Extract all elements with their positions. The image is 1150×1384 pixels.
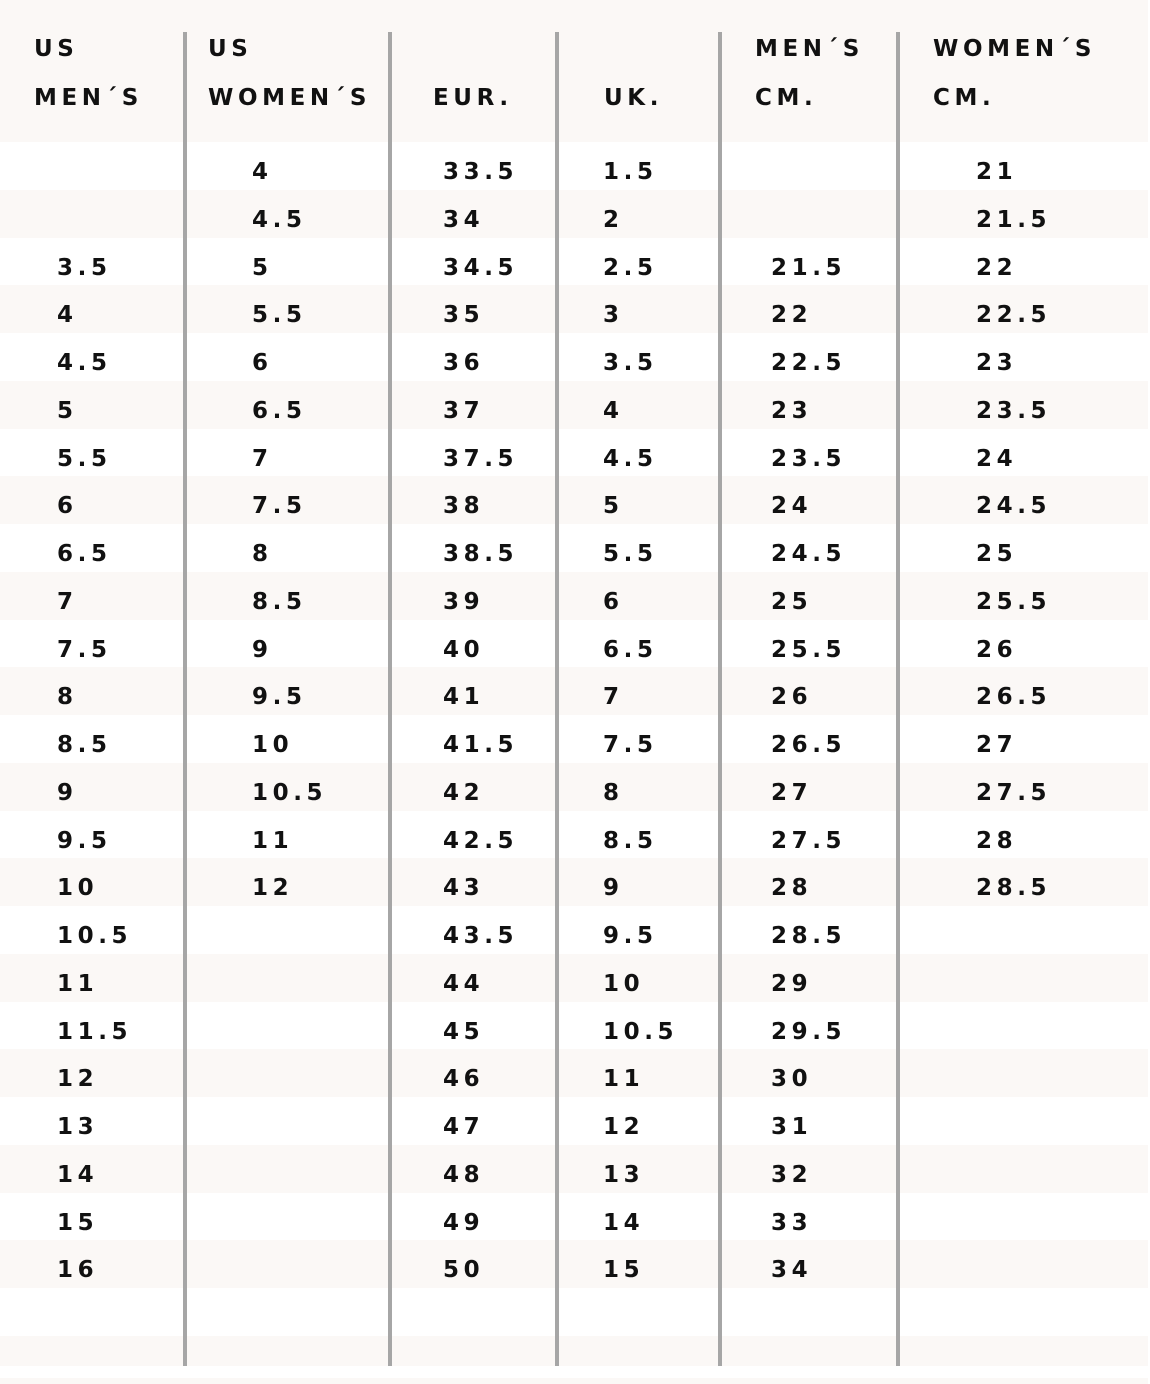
table-cell-eur: 48 xyxy=(443,1161,485,1188)
table-cell-eur: 33.5 xyxy=(443,159,519,185)
table-cell-us-womens: 7 xyxy=(252,445,273,472)
table-cell-eur: 50 xyxy=(443,1257,485,1284)
header-line: US xyxy=(208,36,253,62)
column-divider xyxy=(555,32,559,1366)
table-cell-us-womens: 5.5 xyxy=(252,302,307,329)
header-line: UK. xyxy=(604,85,664,111)
table-cell-us-mens: 8 xyxy=(57,684,78,711)
table-cell-womens-cm: 21 xyxy=(976,159,1018,185)
table-cell-eur: 38 xyxy=(443,493,485,520)
table-cell-us-mens: 12 xyxy=(57,1066,99,1093)
row-stripe xyxy=(0,1145,1148,1193)
table-cell-mens-cm: 25.5 xyxy=(771,636,847,663)
row-stripe xyxy=(0,1002,1148,1050)
header-line: EUR. xyxy=(433,85,513,111)
table-cell-uk: 3.5 xyxy=(603,350,658,376)
header-us-mens xyxy=(34,25,143,123)
header-womens-cm xyxy=(933,25,1096,123)
table-cell-eur: 47 xyxy=(443,1114,485,1140)
column-divider xyxy=(183,32,187,1366)
table-cell-mens-cm: 22 xyxy=(771,302,813,329)
table-cell-uk: 10 xyxy=(603,970,645,997)
table-cell-mens-cm: 24 xyxy=(771,493,813,520)
table-cell-eur: 36 xyxy=(443,350,485,376)
table-cell-uk: 8.5 xyxy=(603,827,658,854)
table-cell-uk: 11 xyxy=(603,1066,645,1093)
table-cell-mens-cm: 29 xyxy=(771,970,813,997)
header-line: US xyxy=(34,36,79,62)
header-line: MEN´S xyxy=(34,85,143,111)
table-cell-womens-cm: 24.5 xyxy=(976,493,1052,520)
table-cell-us-womens: 8 xyxy=(252,541,273,567)
table-cell-uk: 6.5 xyxy=(603,636,658,663)
header-line: WOMEN´S xyxy=(933,36,1097,62)
table-cell-us-womens: 10.5 xyxy=(252,779,328,806)
table-cell-mens-cm: 25 xyxy=(771,588,813,615)
table-cell-womens-cm: 26.5 xyxy=(976,684,1052,711)
table-cell-us-mens: 10.5 xyxy=(57,923,133,949)
table-cell-womens-cm: 23.5 xyxy=(976,397,1052,424)
table-cell-eur: 43 xyxy=(443,875,485,902)
row-stripe xyxy=(0,1097,1148,1145)
table-cell-us-mens: 6.5 xyxy=(57,541,112,567)
row-stripe xyxy=(0,1049,1148,1097)
table-cell-us-womens: 8.5 xyxy=(252,588,307,615)
table-cell-us-womens: 7.5 xyxy=(252,493,307,520)
table-cell-uk: 12 xyxy=(603,1114,645,1140)
table-cell-womens-cm: 23 xyxy=(976,350,1018,376)
table-cell-uk: 9.5 xyxy=(603,923,658,949)
column-divider xyxy=(896,32,900,1366)
table-cell-uk: 2 xyxy=(603,206,624,233)
table-cell-uk: 13 xyxy=(603,1161,645,1188)
table-cell-us-mens: 5 xyxy=(57,397,78,424)
header-line xyxy=(604,25,663,74)
table-cell-mens-cm: 30 xyxy=(771,1066,813,1093)
table-cell-eur: 35 xyxy=(443,302,485,329)
table-cell-us-mens: 15 xyxy=(57,1209,99,1236)
table-cell-uk: 8 xyxy=(603,779,624,806)
table-cell-us-womens: 6.5 xyxy=(252,397,307,424)
table-cell-eur: 34.5 xyxy=(443,254,519,281)
table-cell-us-womens: 10 xyxy=(252,732,294,758)
header-line: CM. xyxy=(933,85,996,111)
table-cell-mens-cm: 33 xyxy=(771,1209,813,1236)
table-cell-us-mens: 5.5 xyxy=(57,445,112,472)
table-cell-mens-cm: 32 xyxy=(771,1161,813,1188)
table-cell-eur: 40 xyxy=(443,636,485,663)
table-cell-us-mens: 11 xyxy=(57,970,99,997)
table-cell-us-mens: 14 xyxy=(57,1161,99,1188)
header-line: WOMEN´S xyxy=(208,85,372,111)
column-divider xyxy=(718,32,722,1366)
header-mens-cm xyxy=(755,25,864,123)
table-cell-uk: 3 xyxy=(603,302,624,329)
table-cell-us-mens: 11.5 xyxy=(57,1018,133,1045)
table-cell-us-womens: 11 xyxy=(252,827,294,854)
table-cell-uk: 4 xyxy=(603,397,624,424)
table-cell-us-mens: 4 xyxy=(57,302,78,329)
table-cell-uk: 9 xyxy=(603,875,624,902)
table-cell-mens-cm: 31 xyxy=(771,1114,813,1140)
table-cell-uk: 2.5 xyxy=(603,254,658,281)
table-cell-uk: 7.5 xyxy=(603,732,658,758)
table-cell-us-mens: 13 xyxy=(57,1114,99,1140)
table-cell-us-womens: 9 xyxy=(252,636,273,663)
table-cell-eur: 34 xyxy=(443,206,485,233)
header-uk xyxy=(604,25,663,123)
row-stripe xyxy=(0,1288,1148,1336)
table-cell-eur: 43.5 xyxy=(443,923,519,949)
table-cell-eur: 37.5 xyxy=(443,445,519,472)
table-cell-eur: 45 xyxy=(443,1018,485,1045)
table-cell-us-womens: 9.5 xyxy=(252,684,307,711)
row-stripe xyxy=(0,1193,1148,1241)
table-cell-us-mens: 7 xyxy=(57,588,78,615)
table-cell-mens-cm: 23 xyxy=(771,397,813,424)
table-cell-us-womens: 6 xyxy=(252,350,273,376)
table-cell-womens-cm: 22 xyxy=(976,254,1018,281)
row-stripe xyxy=(0,906,1148,954)
table-cell-uk: 4.5 xyxy=(603,445,658,472)
table-cell-eur: 42.5 xyxy=(443,827,519,854)
table-cell-eur: 49 xyxy=(443,1209,485,1236)
table-cell-eur: 38.5 xyxy=(443,541,519,567)
table-cell-mens-cm: 26.5 xyxy=(771,732,847,758)
table-cell-us-mens: 6 xyxy=(57,493,78,520)
table-cell-us-mens: 9.5 xyxy=(57,827,112,854)
header-us-womens xyxy=(208,25,371,123)
table-cell-mens-cm: 29.5 xyxy=(771,1018,847,1045)
table-cell-eur: 39 xyxy=(443,588,485,615)
table-cell-us-mens: 8.5 xyxy=(57,732,112,758)
table-cell-us-mens: 9 xyxy=(57,779,78,806)
header-line: MEN´S xyxy=(755,36,864,62)
table-cell-us-womens: 4 xyxy=(252,159,273,185)
table-cell-eur: 42 xyxy=(443,779,485,806)
table-cell-uk: 5 xyxy=(603,493,624,520)
table-cell-eur: 37 xyxy=(443,397,485,424)
table-cell-uk: 15 xyxy=(603,1257,645,1284)
table-cell-us-mens: 7.5 xyxy=(57,636,112,663)
table-cell-mens-cm: 22.5 xyxy=(771,350,847,376)
table-cell-us-mens: 16 xyxy=(57,1257,99,1284)
table-cell-uk: 1.5 xyxy=(603,159,658,185)
header-line: CM. xyxy=(755,85,818,111)
row-stripe xyxy=(0,954,1148,1002)
row-stripe xyxy=(0,1240,1148,1288)
table-cell-eur: 41 xyxy=(443,684,485,711)
table-cell-womens-cm: 25.5 xyxy=(976,588,1052,615)
table-cell-mens-cm: 27.5 xyxy=(771,827,847,854)
table-cell-womens-cm: 27.5 xyxy=(976,779,1052,806)
table-cell-mens-cm: 28 xyxy=(771,875,813,902)
table-cell-eur: 44 xyxy=(443,970,485,997)
header-eur xyxy=(433,25,513,123)
table-cell-mens-cm: 24.5 xyxy=(771,541,847,567)
table-cell-uk: 5.5 xyxy=(603,541,658,567)
header-line xyxy=(433,25,513,74)
table-cell-us-mens: 4.5 xyxy=(57,350,112,376)
table-cell-mens-cm: 28.5 xyxy=(771,923,847,949)
table-cell-womens-cm: 26 xyxy=(976,636,1018,663)
table-cell-eur: 41.5 xyxy=(443,732,519,758)
table-cell-mens-cm: 34 xyxy=(771,1257,813,1284)
table-cell-us-mens: 10 xyxy=(57,875,99,902)
table-cell-uk: 7 xyxy=(603,684,624,711)
table-cell-mens-cm: 21.5 xyxy=(771,254,847,281)
table-cell-us-womens: 5 xyxy=(252,254,273,281)
table-cell-eur: 46 xyxy=(443,1066,485,1093)
table-cell-womens-cm: 24 xyxy=(976,445,1018,472)
table-cell-womens-cm: 28 xyxy=(976,827,1018,854)
table-cell-us-mens: 3.5 xyxy=(57,254,112,281)
table-cell-womens-cm: 21.5 xyxy=(976,206,1052,233)
table-cell-mens-cm: 23.5 xyxy=(771,445,847,472)
table-cell-mens-cm: 27 xyxy=(771,779,813,806)
table-cell-womens-cm: 28.5 xyxy=(976,875,1052,902)
table-cell-womens-cm: 25 xyxy=(976,541,1018,567)
page-bottom-edge xyxy=(0,1366,1150,1378)
table-cell-womens-cm: 22.5 xyxy=(976,302,1052,329)
table-cell-uk: 14 xyxy=(603,1209,645,1236)
table-cell-mens-cm: 26 xyxy=(771,684,813,711)
column-divider xyxy=(388,32,392,1366)
table-cell-us-womens: 4.5 xyxy=(252,206,307,233)
table-cell-uk: 6 xyxy=(603,588,624,615)
table-cell-uk: 10.5 xyxy=(603,1018,679,1045)
table-cell-womens-cm: 27 xyxy=(976,732,1018,758)
table-cell-us-womens: 12 xyxy=(252,875,294,902)
